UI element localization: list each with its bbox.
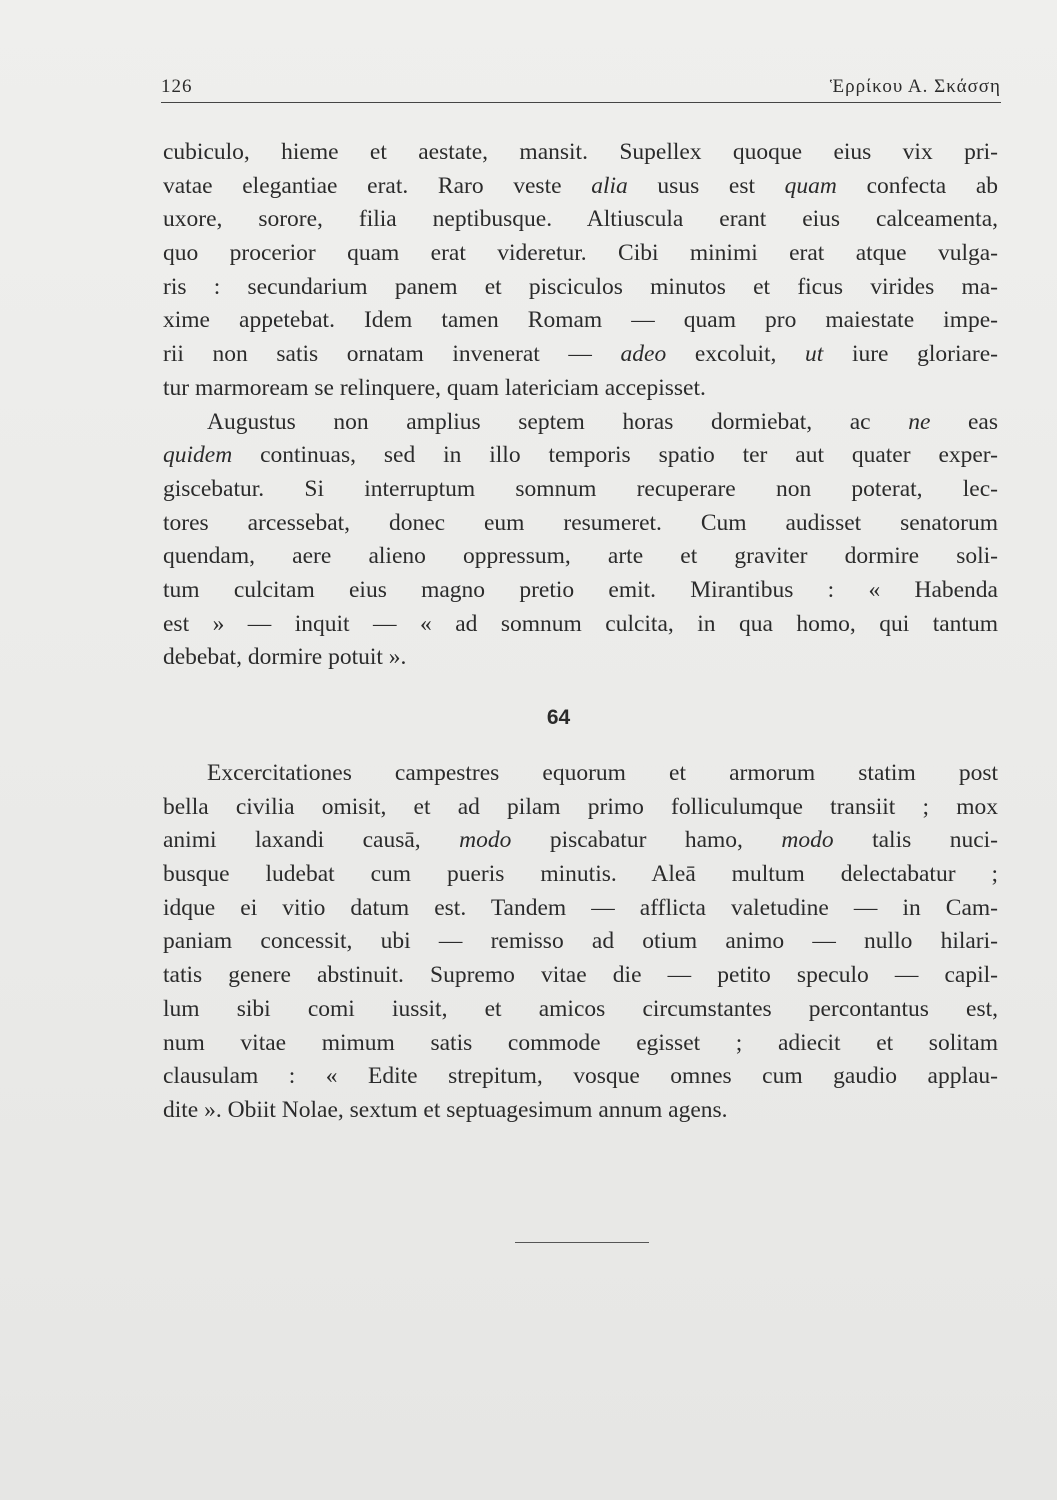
text-line: debebat, dormire potuit ».: [163, 644, 407, 671]
text-line: bella civilia omisit, et ad pilam primo folliculumque transiit ; mox: [163, 793, 998, 820]
text-line: tatis genere abstinuit. Supremo vitae die — petito speculo — capil-: [163, 962, 998, 989]
text-line: rii non satis ornatam invenerat — adeo excoluit, ut iure gloriare-: [163, 341, 998, 368]
text-line: giscebatur. Si interruptum somnum recuperare non poterat, lec-: [163, 475, 998, 502]
text-line: dite ». Obiit Nolae, sextum et septuagesimum annum agens.: [163, 1096, 728, 1123]
text-line: busque ludebat cum pueris minutis. Aleā multum delectabatur ;: [163, 861, 998, 888]
text-line: animi laxandi causā, modo piscabatur hamo, modo talis nuci-: [163, 827, 999, 854]
text-line: est » — inquit — « ad somnum culcita, in qua homo, qui tantum: [163, 610, 998, 637]
text-line: cubiculo, hieme et aestate, mansit. Supellex quoque eius vix pri-: [163, 139, 998, 165]
text-line: Excercitationes campestres equorum et armorum statim post: [207, 760, 998, 786]
text-line: tores arcessebat, donec eum resumeret. Cum audisset senatorum: [163, 509, 998, 536]
text-line: ris : secundarium panem et pisciculos minutos et ficus virides ma-: [163, 273, 998, 300]
end-rule: [515, 1242, 649, 1243]
body-text-bottom: [163, 757, 998, 1128]
page-number: 126: [161, 76, 193, 97]
text-line: quidem continuas, sed in illo temporis spatio ter aut quater exper-: [163, 442, 998, 469]
text-line: xime appetebat. Idem tamen Romam — quam pro maiestate impe-: [163, 307, 998, 334]
text-line: idque ei vitio datum est. Tandem — afflicta valetudine — in Cam-: [163, 894, 998, 921]
text-line: quendam, aere alieno oppressum, arte et graviter dormire soli-: [163, 543, 998, 570]
text-line: quo procerior quam erat videretur. Cibi minimi erat atque vulga-: [163, 240, 998, 267]
text-line: num vitae mimum satis commode egisset ; adiecit et solitam: [163, 1029, 998, 1056]
running-head: Ἑρρίκου Α. Σκάσση: [829, 76, 1001, 97]
text-line: paniam concessit, ubi — remisso ad otium animo — nullo hilari-: [163, 928, 998, 955]
section-number: 64: [546, 706, 571, 729]
text-line: uxore, sorore, filia neptibusque. Altiuscula erant eius calceamenta,: [163, 206, 998, 233]
text-line: clausulam : « Edite strepitum, vosque omnes cum gaudio applau-: [163, 1063, 998, 1090]
text-line: tur marmoream se relinquere, quam latericiam accepisset.: [163, 374, 706, 401]
body-text-top: [163, 136, 998, 675]
text-line: Augustus non amplius septem horas dormiebat, ac ne eas: [207, 408, 998, 435]
text-line: lum sibi comi iussit, et amicos circumstantes percontantus est,: [163, 995, 998, 1022]
text-line: vatae elegantiae erat. Raro veste alia usus est quam confecta ab: [163, 172, 998, 199]
text-line: tum culcitam eius magno pretio emit. Mirantibus : « Habenda: [163, 576, 998, 603]
page-header: [161, 72, 1001, 103]
